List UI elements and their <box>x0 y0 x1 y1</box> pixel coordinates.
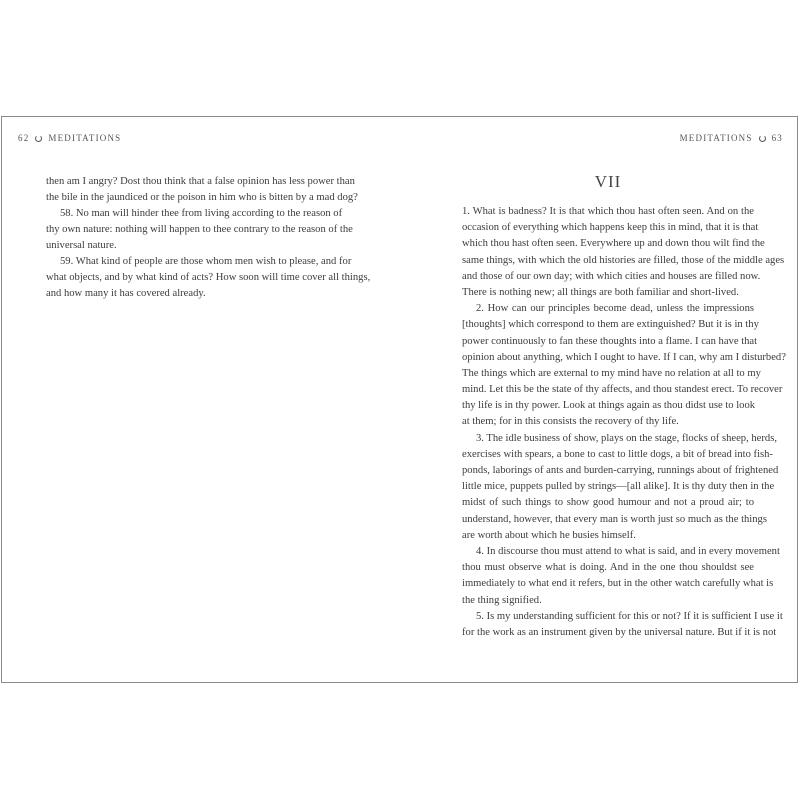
text-line: opinion about anything, which I ought to have. If I can, why am I disturbed? <box>462 351 786 363</box>
paragraph <box>462 204 785 301</box>
text-line: 2. How can our principles become dead, unless the impressions <box>476 303 754 315</box>
right-running-head <box>680 133 783 143</box>
paragraph <box>46 206 353 254</box>
chapter-heading: VII <box>594 172 622 191</box>
text-line: 4. In discourse thou must attend to what is said, and in every movement <box>476 545 780 557</box>
text-line: universal nature. <box>46 240 117 251</box>
text-line: thou must observe what is doing. And in the one thou shouldst see <box>462 562 754 574</box>
paragraph <box>462 301 786 431</box>
paragraph <box>46 254 371 302</box>
right-page-text <box>462 204 786 641</box>
right-page-number: 63 <box>771 133 783 143</box>
text-line: the thing signified. <box>462 594 542 606</box>
paragraph <box>462 544 780 609</box>
text-line: thy life is in thy power. Look at things again as thou didst use to look <box>462 400 756 412</box>
left-running-head <box>18 133 121 143</box>
paragraph <box>462 609 783 641</box>
text-line: same things, with which the old histories are filled, those of the middle ages <box>462 254 785 266</box>
text-line: exercises with spears, a bone to cast to little dogs, a bit of bread into fish- <box>462 448 773 460</box>
text-line: thy own nature: nothing will happen to thee contrary to the reason of the <box>46 224 353 235</box>
paragraph <box>462 431 779 544</box>
left-page-number: 62 <box>18 133 30 143</box>
text-line: 58. No man will hinder thee from living according to the reason of <box>60 208 343 219</box>
text-line: little mice, puppets pulled by strings—[all alike]. It is thy duty then in the <box>462 481 775 493</box>
text-line: 1. What is badness? It is that which thou hast often seen. And on the <box>462 206 754 217</box>
text-line: understand, however, that every man is worth just so much as the things <box>462 513 767 525</box>
text-line: mind. Let this be the state of thy affects, and thou standest erect. To recover <box>462 384 783 396</box>
text-line: 3. The idle business of show, plays on the stage, flocks of sheep, herds, <box>476 432 777 444</box>
text-line: There is nothing new; all things are both familiar and short-lived. <box>462 286 739 298</box>
left-page-text <box>46 174 371 302</box>
text-line: [thoughts] which correspond to them are extinguished? But it is in thy <box>462 319 759 331</box>
text-line: power continuously to fan these thoughts into a flame. I can have that <box>462 335 758 347</box>
text-line: ponds, laborings of ants and burden-carrying, runnings about of frightened <box>462 465 779 476</box>
text-line: immediately to what end it refers, but in the other watch carefully what is <box>462 578 774 590</box>
right-running-title: MEDITATIONS <box>679 133 753 143</box>
ornament-icon <box>759 135 766 142</box>
text-line: occasion of everything which happens keep this in mind, that it is that <box>462 222 759 234</box>
text-line: what objects, and by what kind of acts? How soon will time cover all things, <box>46 272 371 283</box>
text-line: for the work as an instrument given by the universal nature. But if it is not <box>462 626 777 638</box>
text-line: then am I angry? Dost thou think that a false opinion has less power than <box>46 176 355 187</box>
paragraph <box>46 174 358 206</box>
text-line: at them; for in this consists the recovery of thy life. <box>462 416 679 428</box>
text-line: which thou hast often seen. Everywhere up and down thou wilt find the <box>462 238 765 250</box>
ornament-icon <box>35 135 42 142</box>
text-line: midst of such things to show good humour and not a proud air; to <box>462 497 754 509</box>
text-line: The things which are external to my mind have no relation at all to my <box>462 367 761 379</box>
text-line: are worth about which he busies himself. <box>462 529 636 541</box>
text-line: the bile in the jaundiced or the poison in him who is bitten by a mad dog? <box>46 192 358 203</box>
text-line: 5. Is my understanding sufficient for this or not? If it is sufficient I use it <box>476 610 783 622</box>
text-line: and how many it has covered already. <box>46 288 206 299</box>
text-line: and those of our own day; with which cities and houses are filled now. <box>462 270 761 282</box>
text-line: 59. What kind of people are those whom men wish to please, and for <box>60 256 352 267</box>
left-running-title: MEDITATIONS <box>48 133 122 143</box>
